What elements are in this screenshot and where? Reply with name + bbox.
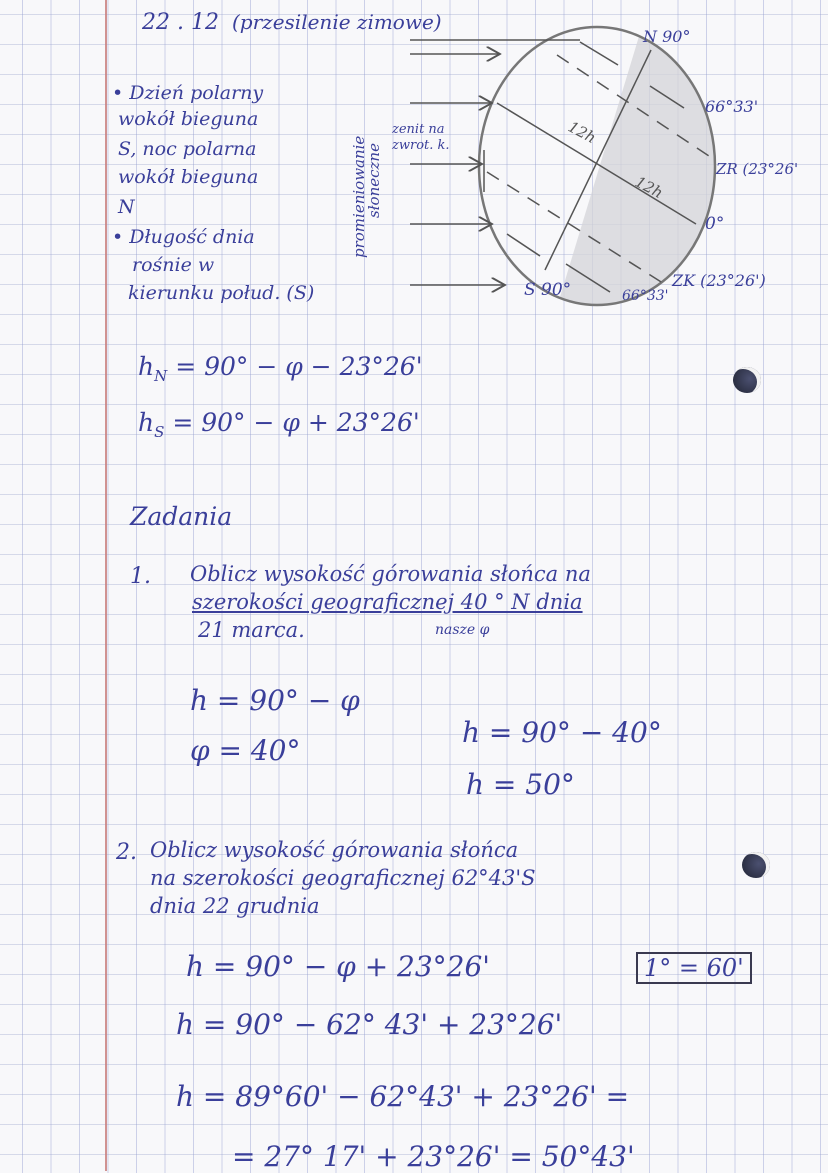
formula-h-south: $h_S = 90^\circ - \varphi + 23^\circ 26'$ (138, 408, 420, 441)
label-arctic-circle: 66°33' (705, 97, 759, 116)
conversion-box: 1° = 60' (636, 952, 752, 984)
label-antarctic-circle: 66°33' (622, 288, 669, 304)
label-south-pole: S 90° (524, 280, 572, 300)
header-title: (przesilenie zimowe) (232, 10, 442, 34)
sun-rays (410, 40, 580, 285)
formula-h-north: $h_N = 90^\circ - \varphi - 23^\circ 26'$ (138, 352, 423, 385)
svg-text:12h: 12h (565, 117, 599, 148)
label-tropic-capricorn: ZK (23°26') (672, 271, 766, 290)
label-tropic-cancer: ZR (23°26' (716, 160, 799, 178)
header-date: 22 . 12 (142, 10, 219, 35)
label-north-pole: N 90° (643, 27, 691, 46)
punch-hole-top (733, 367, 761, 393)
annotation-our-phi: nasze φ (435, 622, 490, 638)
punch-hole-bottom (742, 852, 770, 878)
rays-label: promieniowanie słoneczne (350, 135, 383, 258)
label-equator: 0° (705, 214, 725, 234)
tasks-heading: Zadania (130, 502, 233, 531)
zenith-label: zenit na zwrot. k. (392, 122, 450, 153)
svg-text:12h: 12h (632, 172, 666, 203)
